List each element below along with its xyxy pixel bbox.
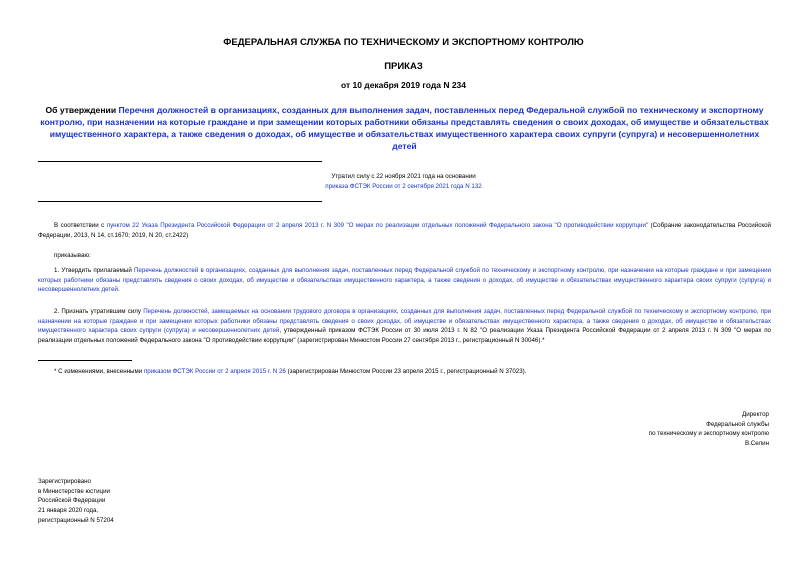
item-1-suffix: . (117, 286, 120, 294)
footnote-separator (38, 360, 132, 361)
title-link[interactable]: Перечня должностей в организациях, созданных для выполнения задач, поставленных перед Федеральной службой по техническому и экспортному контролю, при назначении на которые граждане и при замещении которых работники обязаны представлять сведения о своих доходах, об имуществе и обязательствах имущественного характера, а также сведения о доходах, об имуществе и обязательствах имущественного характера своих супруги (супруга) и несовершеннолетних детей (40, 105, 769, 151)
agency-name: ФЕДЕРАЛЬНАЯ СЛУЖБА ПО ТЕХНИЧЕСКОМУ И ЭКСПОРТНОМУ КОНТРОЛЮ (223, 37, 584, 48)
document-date-number: от 10 декабря 2019 года N 234 (340, 80, 467, 90)
registration-line: в Министерстве юстиции (38, 487, 111, 495)
registration-number: регистрационный N 57204 (38, 516, 114, 524)
separator-line (38, 161, 322, 162)
footnote-suffix: (зарегистрирован Минюстом России 23 апреля 2015 г., регистрационный N 37023). (285, 368, 527, 375)
status-line: Утратил силу с 22 ноября 2021 года на основании (331, 173, 476, 180)
item-1-prefix: 1. Утвердить прилагаемый (54, 267, 134, 274)
document-type: ПРИКАЗ (384, 61, 423, 72)
registration-block (38, 477, 114, 526)
title-prefix: Об утверждении (45, 105, 119, 115)
signer-service-scope: по техническому и экспортному контролю (648, 430, 769, 438)
status-note (0, 172, 807, 191)
signature-block (649, 410, 769, 449)
separator-line (38, 201, 322, 202)
signer-position: Директор (742, 411, 769, 418)
footnote-link[interactable]: приказом ФСТЭК России от 2 апреля 2015 г. N 26 (143, 368, 286, 375)
order-word: приказываю: (54, 252, 91, 259)
preamble-suffix: (Собрание законодательства Российской Федерации, 2013, N 14, ст.1670; 2019, N 20, ст.2422) (38, 222, 771, 239)
preamble-paragraph (38, 221, 771, 240)
document-title (38, 104, 771, 152)
item-1-paragraph (38, 266, 771, 295)
item-2-paragraph (38, 307, 771, 346)
item-2-suffix: , утвержденный приказом ФСТЭК России от 30 июля 2013 г. N 82 "О реализации Указа Президента Российской Федерации от 2 апреля 2013 г. N 309 "О мерах по реализации отдельных положений Федерального закона "О противодействии коррупции" (зарегистрирован Минюстом России 27 сентября 2013 г., регистрационный N 30046).* (38, 327, 771, 345)
footnote-prefix: * С изменениями, внесенными (54, 368, 144, 375)
registration-line: Российской Федерации (38, 497, 106, 505)
preamble-prefix: В соответствии с (54, 222, 107, 229)
status-repeal-link[interactable]: приказа ФСТЭК России от 2 сентября 2021 года N 132 (325, 182, 482, 190)
signer-service: Федеральной службы (706, 420, 769, 428)
signer-name: В.Селин (744, 440, 769, 448)
preamble-link[interactable]: пунктом 22 Указа Президента Российской Федерации от 2 апреля 2013 г. N 309 "О мерах по реализации отдельных положений Федерального закона "О противодействии коррупции" (106, 222, 649, 229)
item-2-prefix: 2. Признать утратившим силу (54, 308, 144, 315)
registration-date: 21 января 2020 года, (38, 507, 99, 515)
item-1-link[interactable]: Перечень должностей в организациях, созданных для выполнения задач, поставленных перед Федеральной службой по техническому и экспортному контролю, при назначении на которые граждане и при замещении которых работники обязаны представлять сведения о своих доходах, об имуществе и обязательствах имущественного характера, а также сведения о доходах, об имуществе и обязательствах имущественного характера своих супруги (супруга) и несовершеннолетних детей (38, 267, 771, 294)
footnote (54, 367, 771, 377)
item-2-link[interactable]: Перечень должностей, замещаемых на основании трудового договора в организациях, созданных для выполнения задач, поставленных перед Федеральной службой по техническому и экспортному контролю, при назначении на которые граждане и при замещении которых работники обязаны представлять сведения о своих доходах, об имуществе и обязательствах имущественного характера, а также сведения о доходах, об имуществе и обязательствах имущественного характера своих супруги (супруга) и несовершеннолетних детей (38, 308, 771, 335)
registration-line: Зарегистрировано (38, 478, 91, 485)
